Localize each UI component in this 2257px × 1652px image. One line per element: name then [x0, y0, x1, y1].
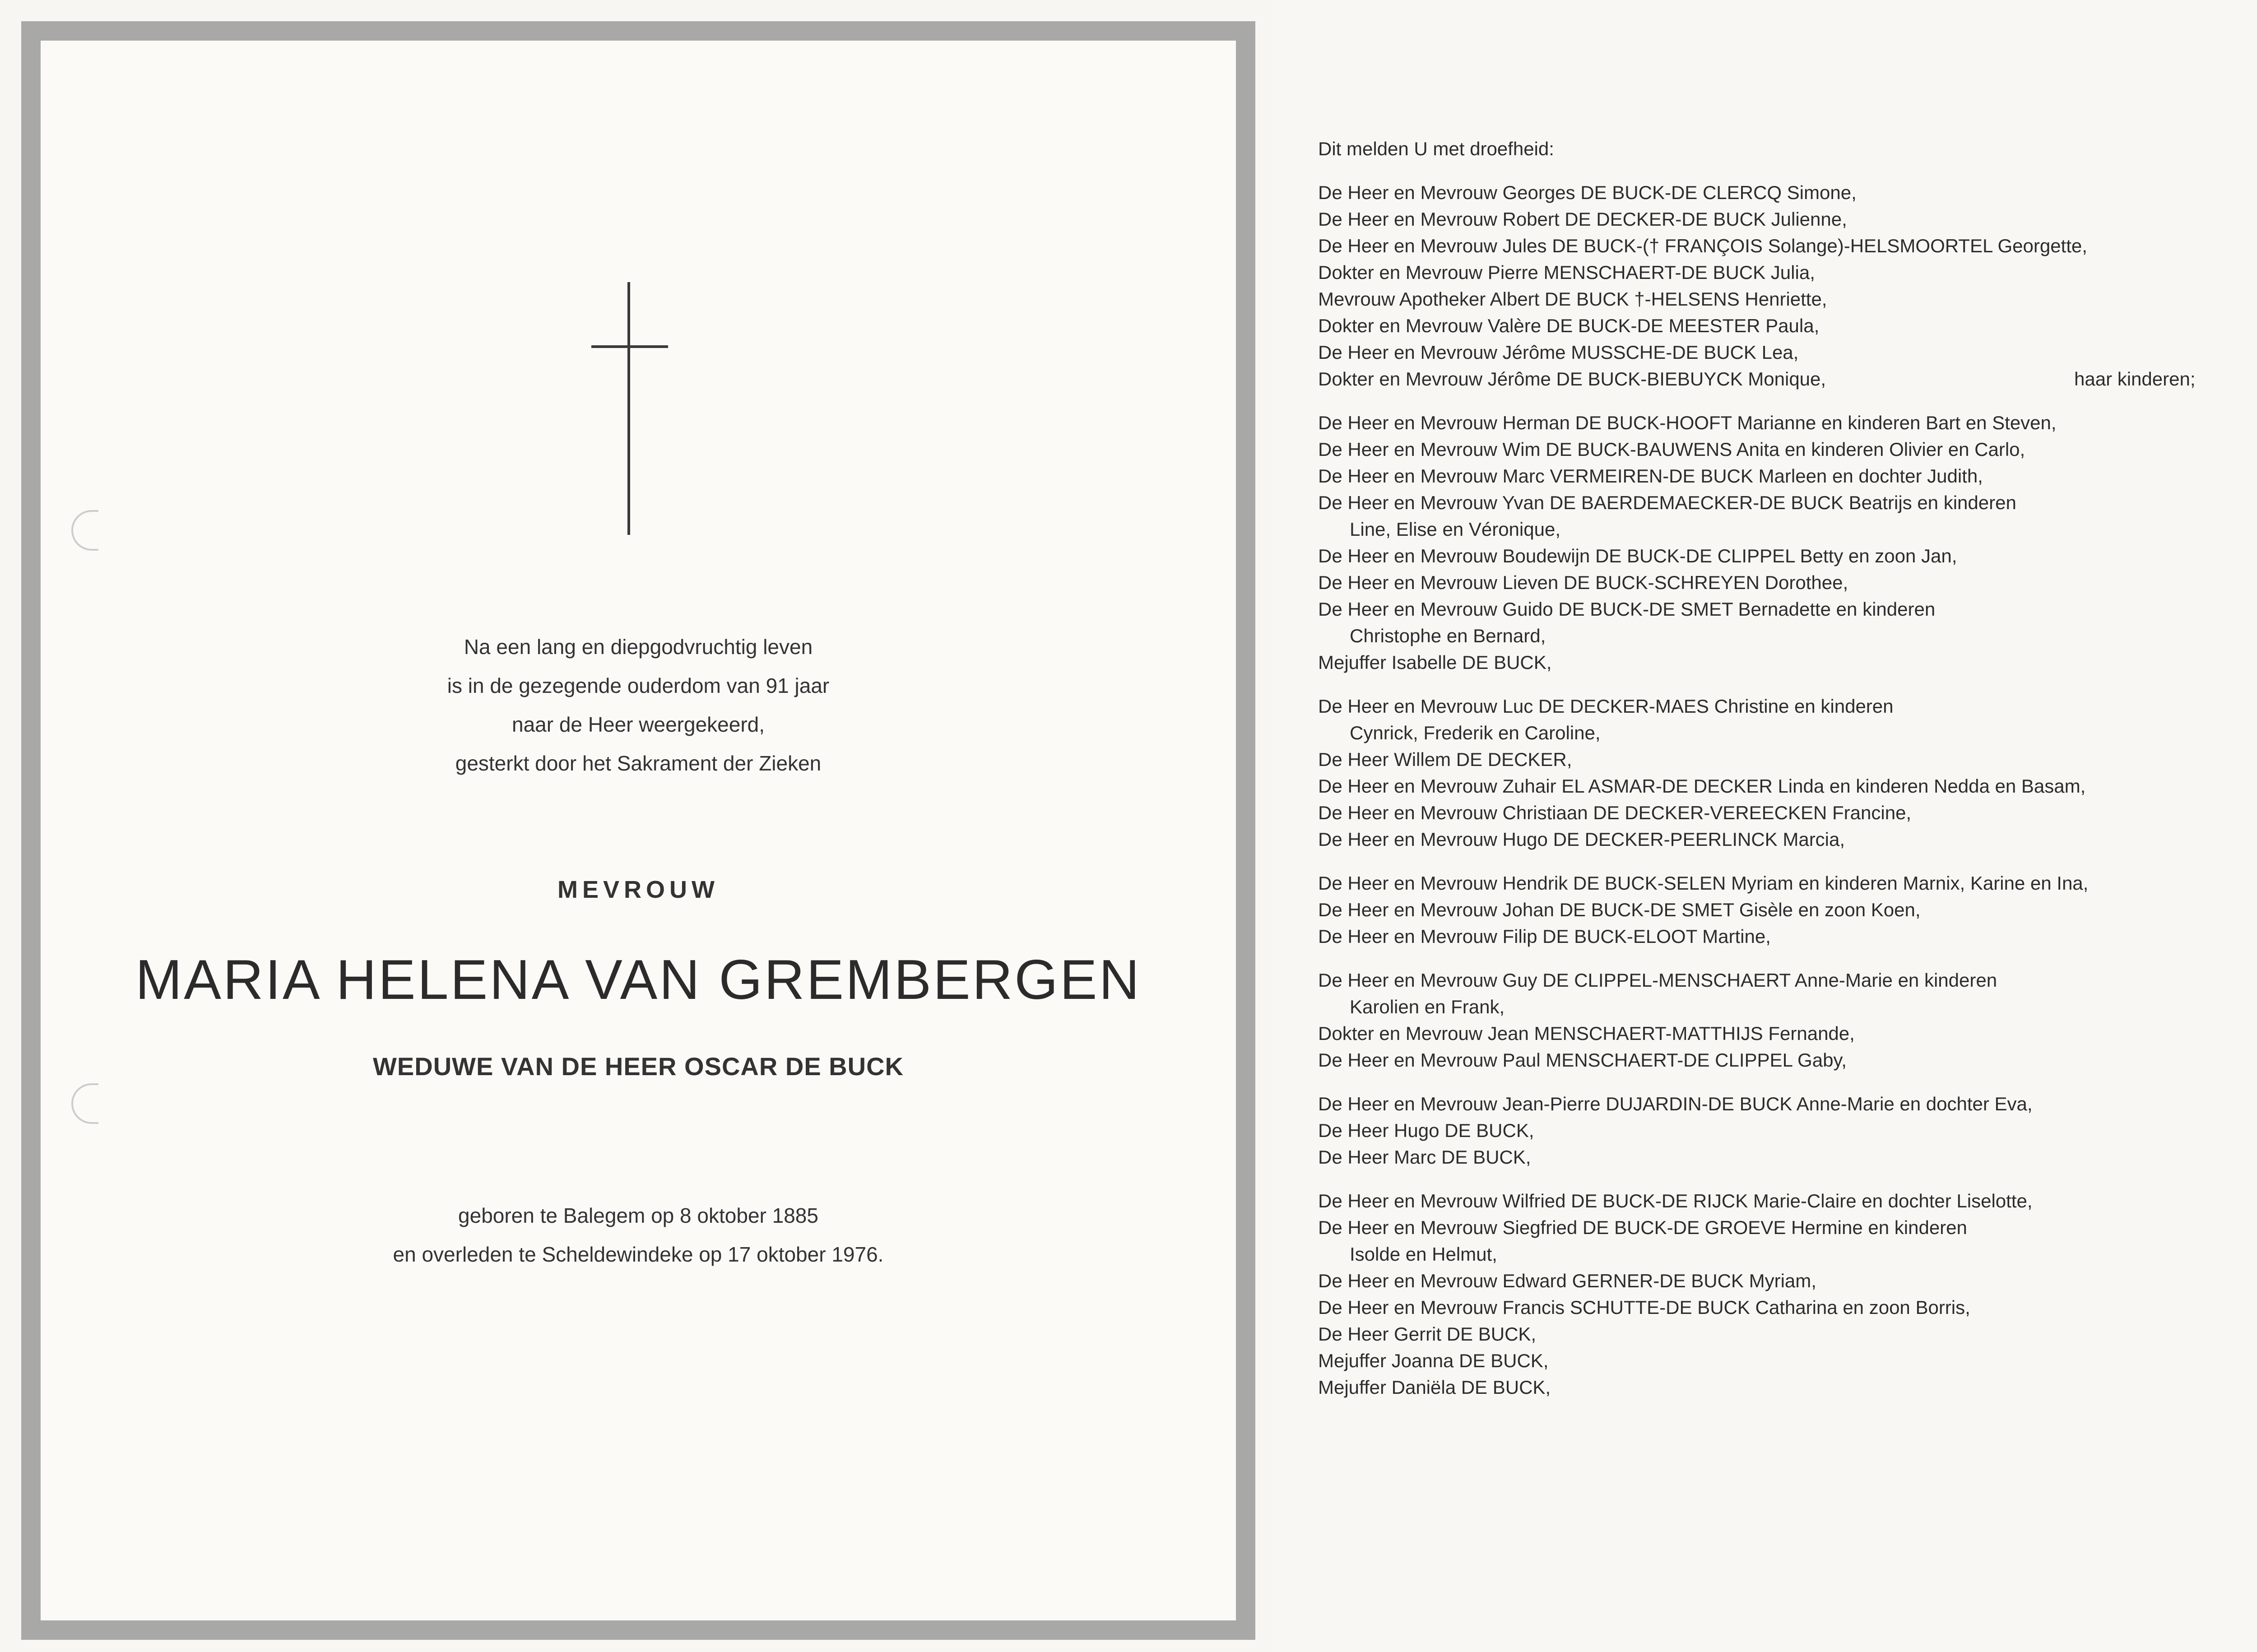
- list-item: [1318, 1267, 2257, 1294]
- intro-line: naar de Heer weergekeerd,: [512, 713, 765, 736]
- list-item: [1318, 339, 2257, 366]
- list-item: [1318, 516, 2257, 543]
- list-item: [1318, 1294, 2257, 1321]
- list-item-text: De Heer en Mevrouw Georges DE BUCK-DE CLERCQ Simone,: [1318, 182, 1857, 203]
- list-item: [1318, 773, 2257, 799]
- list-item-text: De Heer en Mevrouw Hendrik DE BUCK-SELEN Myriam en kinderen Marnix, Karine en Ina,: [1318, 872, 2089, 894]
- list-item: [1318, 489, 2257, 516]
- list-item-text: Dokter en Mevrouw Jérôme DE BUCK-BIEBUYCK Monique,: [1318, 368, 1826, 390]
- list-item: [1318, 993, 2257, 1020]
- list-item-text: De Heer en Mevrouw Boudewijn DE BUCK-DE CLIPPEL Betty en zoon Jan,: [1318, 545, 1957, 566]
- list-item-text: De Heer Marc DE BUCK,: [1318, 1146, 1531, 1168]
- front-card: [21, 21, 1255, 1640]
- list-item-text: De Heer en Mevrouw Siegfried DE BUCK-DE GROEVE Hermine en kinderen: [1318, 1217, 1967, 1238]
- list-item: [1318, 799, 2257, 826]
- list-item: [1318, 409, 2257, 436]
- intro-text: [41, 627, 1236, 783]
- list-item-text: De Heer Hugo DE BUCK,: [1318, 1120, 1534, 1141]
- list-item: [1318, 693, 2257, 719]
- list-item-text: De Heer en Mevrouw Robert DE DECKER-DE BUCK Julienne,: [1318, 209, 1847, 230]
- list-item-text: De Heer en Mevrouw Jérôme MUSSCHE-DE BUCK Lea,: [1318, 342, 1799, 363]
- list-item-text: De Heer en Mevrouw Filip DE BUCK-ELOOT Martine,: [1318, 926, 1771, 947]
- list-item: [1318, 543, 2257, 569]
- list-item-text: Christophe en Bernard,: [1350, 625, 1546, 646]
- list-item-text: Dokter en Mevrouw Pierre MENSCHAERT-DE BUCK Julia,: [1318, 262, 1815, 283]
- list-item: [1318, 259, 2257, 286]
- list-item-text: Isolde en Helmut,: [1350, 1244, 1497, 1265]
- list-item-text: De Heer en Mevrouw Luc DE DECKER-MAES Christine en kinderen: [1318, 696, 1894, 717]
- list-item-text: De Heer en Mevrouw Hugo DE DECKER-PEERLINCK Marcia,: [1318, 829, 1845, 850]
- intro-line: gesterkt door het Sakrament der Zieken: [455, 752, 822, 775]
- list-item: [1318, 1020, 2257, 1047]
- list-item: [1318, 1144, 2257, 1170]
- list-item-text: De Heer Gerrit DE BUCK,: [1318, 1323, 1537, 1345]
- widow-line: WEDUWE VAN DE HEER OSCAR DE BUCK: [373, 1052, 904, 1081]
- list-item-text: De Heer en Mevrouw Jean-Pierre DUJARDIN-DE BUCK Anne-Marie en dochter Eva,: [1318, 1093, 2033, 1114]
- list-item-text: De Heer en Mevrouw Wim DE BUCK-BAUWENS Anita en kinderen Olivier en Carlo,: [1318, 439, 2025, 460]
- list-item: [1318, 896, 2257, 923]
- list-item-text: De Heer en Mevrouw Zuhair EL ASMAR-DE DECKER Linda en kinderen Nedda en Basam,: [1318, 775, 2086, 797]
- list-item: [1318, 826, 2257, 853]
- list-item: [1318, 179, 2257, 206]
- list-item-text: De Heer en Mevrouw Yvan DE BAERDEMAECKER-DE BUCK Beatrijs en kinderen: [1318, 492, 2016, 513]
- list-item-text: De Heer Willem DE DECKER,: [1318, 749, 1572, 770]
- list-item: [1318, 719, 2257, 746]
- list-item: [1318, 1047, 2257, 1073]
- list-item: [1318, 746, 2257, 773]
- deceased-name: MARIA HELENA VAN GREMBERGEN: [135, 949, 1141, 1011]
- list-item: [1318, 1117, 2257, 1144]
- intro-line: Na een lang en diepgodvruchtig leven: [464, 635, 813, 659]
- list-item-text: Mejuffer Isabelle DE BUCK,: [1318, 652, 1552, 673]
- list-intro: Dit melden U met droefheid:: [1318, 138, 1554, 159]
- list-item: [1318, 286, 2257, 312]
- front-card-inner: [41, 41, 1236, 1620]
- list-item-text: Dokter en Mevrouw Jean MENSCHAERT-MATTHIJS Fernande,: [1318, 1023, 1855, 1044]
- list-item: [1318, 1214, 2257, 1241]
- list-item-text: Mevrouw Apotheker Albert DE BUCK †-HELSENS Henriette,: [1318, 288, 1827, 310]
- list-item: [1318, 569, 2257, 596]
- list-item-text: De Heer en Mevrouw Wilfried DE BUCK-DE RIJCK Marie-Claire en dochter Liselotte,: [1318, 1190, 2033, 1211]
- list-item-text: De Heer en Mevrouw Johan DE BUCK-DE SMET Gisèle en zoon Koen,: [1318, 899, 1921, 920]
- inner-page-left: [1273, 0, 2257, 1652]
- children-label: haar kinderen;: [2074, 368, 2196, 390]
- list-item: [1318, 1374, 2257, 1401]
- list-item-text: De Heer en Mevrouw Paul MENSCHAERT-DE CLIPPEL Gaby,: [1318, 1049, 1847, 1071]
- list-item-text: Mejuffer Daniëla DE BUCK,: [1318, 1377, 1551, 1398]
- list-item: [1318, 1347, 2257, 1374]
- salutation: MEVROUW: [557, 876, 719, 903]
- list-item-text: Line, Elise en Véronique,: [1350, 519, 1560, 540]
- list-item-text: De Heer en Mevrouw Herman DE BUCK-HOOFT Marianne en kinderen Bart en Steven,: [1318, 412, 2057, 433]
- list-item-text: De Heer en Mevrouw Guido DE BUCK-DE SMET Bernadette en kinderen: [1318, 599, 1936, 620]
- list-item: [1318, 366, 2257, 392]
- list-item: [1318, 967, 2257, 993]
- list-item-text: De Heer en Mevrouw Guy DE CLIPPEL-MENSCHAERT Anne-Marie en kinderen: [1318, 970, 1997, 991]
- birth-line: geboren te Balegem op 8 oktober 1885: [458, 1204, 818, 1227]
- list-item-text: Cynrick, Frederik en Caroline,: [1350, 722, 1601, 743]
- list-item: [1318, 923, 2257, 950]
- list-item-text: De Heer en Mevrouw Christiaan DE DECKER-VEREECKEN Francine,: [1318, 802, 1912, 823]
- list-item-text: Dokter en Mevrouw Valère DE BUCK-DE MEESTER Paula,: [1318, 315, 1820, 336]
- list-item: [1318, 870, 2257, 896]
- death-line: en overleden te Scheldewindeke op 17 oktober 1976.: [393, 1243, 884, 1266]
- intro-line: is in de gezegende ouderdom van 91 jaar: [447, 674, 830, 697]
- list-item: [1318, 1241, 2257, 1267]
- list-item-text: De Heer en Mevrouw Lieven DE BUCK-SCHREYEN Dorothee,: [1318, 572, 1848, 593]
- cross-icon: [591, 282, 668, 535]
- list-item: [1318, 596, 2257, 622]
- birth-text: [41, 1196, 1236, 1274]
- list-item-text: De Heer en Mevrouw Edward GERNER-DE BUCK Myriam,: [1318, 1270, 1816, 1291]
- list-item-text: De Heer en Mevrouw Jules DE BUCK-(† FRANÇOIS Solange)-HELSMOORTEL Georgette,: [1318, 235, 2087, 256]
- list-item: [1318, 1091, 2257, 1117]
- list-item: [1318, 436, 2257, 463]
- mourners-list-left: [1318, 135, 2257, 1401]
- list-item: [1318, 312, 2257, 339]
- list-item: [1318, 1188, 2257, 1214]
- list-item: [1318, 649, 2257, 676]
- list-item-text: Karolien en Frank,: [1350, 996, 1505, 1017]
- list-item: [1318, 463, 2257, 489]
- list-item-text: De Heer en Mevrouw Francis SCHUTTE-DE BUCK Catharina en zoon Borris,: [1318, 1297, 1970, 1318]
- list-item-text: De Heer en Mevrouw Marc VERMEIREN-DE BUCK Marleen en dochter Judith,: [1318, 465, 1983, 487]
- list-item: [1318, 622, 2257, 649]
- list-item: [1318, 232, 2257, 259]
- list-item: [1318, 206, 2257, 232]
- list-item: [1318, 1321, 2257, 1347]
- list-item-text: Mejuffer Joanna DE BUCK,: [1318, 1350, 1549, 1371]
